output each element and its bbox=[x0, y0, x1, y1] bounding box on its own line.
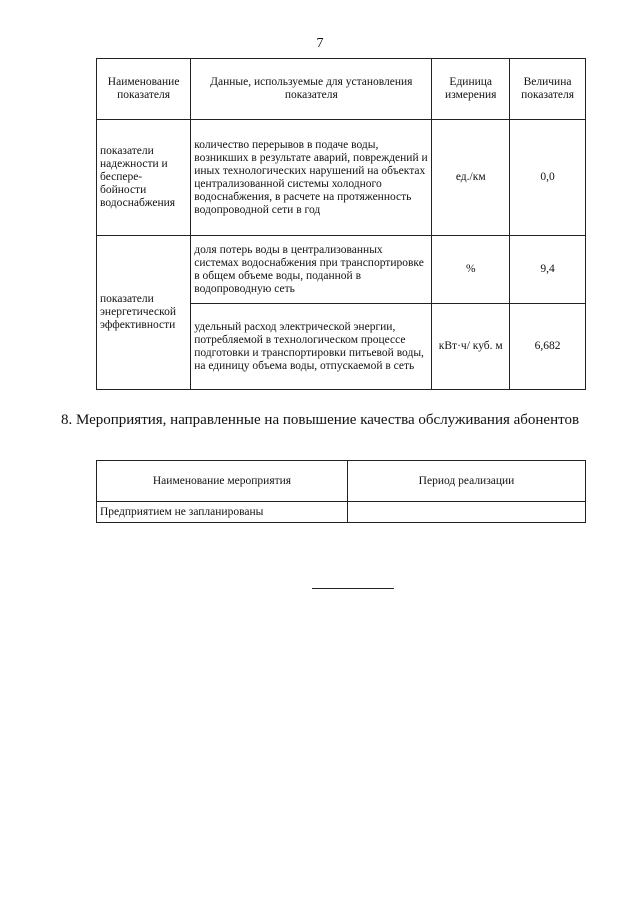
table-row bbox=[97, 120, 586, 236]
table-header-row bbox=[97, 461, 586, 502]
measures-table bbox=[96, 460, 586, 523]
energy-name: показатели энергетической эффективности bbox=[97, 236, 191, 390]
header-value: Величина показателя bbox=[510, 59, 586, 120]
page-number: 7 bbox=[316, 36, 324, 51]
header-unit: Единица измерения bbox=[432, 59, 510, 120]
energy-losses-data: доля потерь воды в централизованных системах водоснабжения при транспортировке в общем объеме воды, поданной в водопроводную сеть bbox=[191, 236, 432, 304]
energy-consumption-value: 6,682 bbox=[510, 304, 586, 390]
period-cell bbox=[348, 502, 586, 523]
reliability-value: 0,0 bbox=[510, 120, 586, 236]
energy-consumption-unit: кВт·ч/ куб. м bbox=[432, 304, 510, 390]
reliability-unit: ед./км bbox=[432, 120, 510, 236]
indicators-table bbox=[96, 58, 586, 390]
table-header-row bbox=[97, 59, 586, 120]
reliability-data: количество перерывов в подаче воды, возникших в результате аварий, повреждений и иных технологических нарушений на объектах централизованной системы холодного водоснабжения, в расчете на протяженность водопроводной сети в год bbox=[191, 120, 432, 236]
section-8-title: 8. Мероприятия, направленные на повышение качества обслуживания абонентов bbox=[60, 412, 580, 428]
energy-losses-unit: % bbox=[432, 236, 510, 304]
header-data: Данные, используемые для установления показателя bbox=[191, 59, 432, 120]
header-measure: Наименование мероприятия bbox=[97, 461, 348, 502]
header-name: Наименование показателя bbox=[97, 59, 191, 120]
header-period: Период реализации bbox=[348, 461, 586, 502]
reliability-name: показатели надежности и беспере-бойности водоснабжения bbox=[97, 120, 191, 236]
closing-line bbox=[312, 588, 394, 589]
energy-consumption-data: удельный расход электрической энергии, потребляемой в технологическом процессе подготовки и транспортировки питьевой воды, на единицу объема воды, отпускаемой в сеть bbox=[191, 304, 432, 390]
measure-cell: Предприятием не запланированы bbox=[97, 502, 348, 523]
table-row bbox=[97, 236, 586, 304]
table-row bbox=[97, 502, 586, 523]
energy-losses-value: 9,4 bbox=[510, 236, 586, 304]
